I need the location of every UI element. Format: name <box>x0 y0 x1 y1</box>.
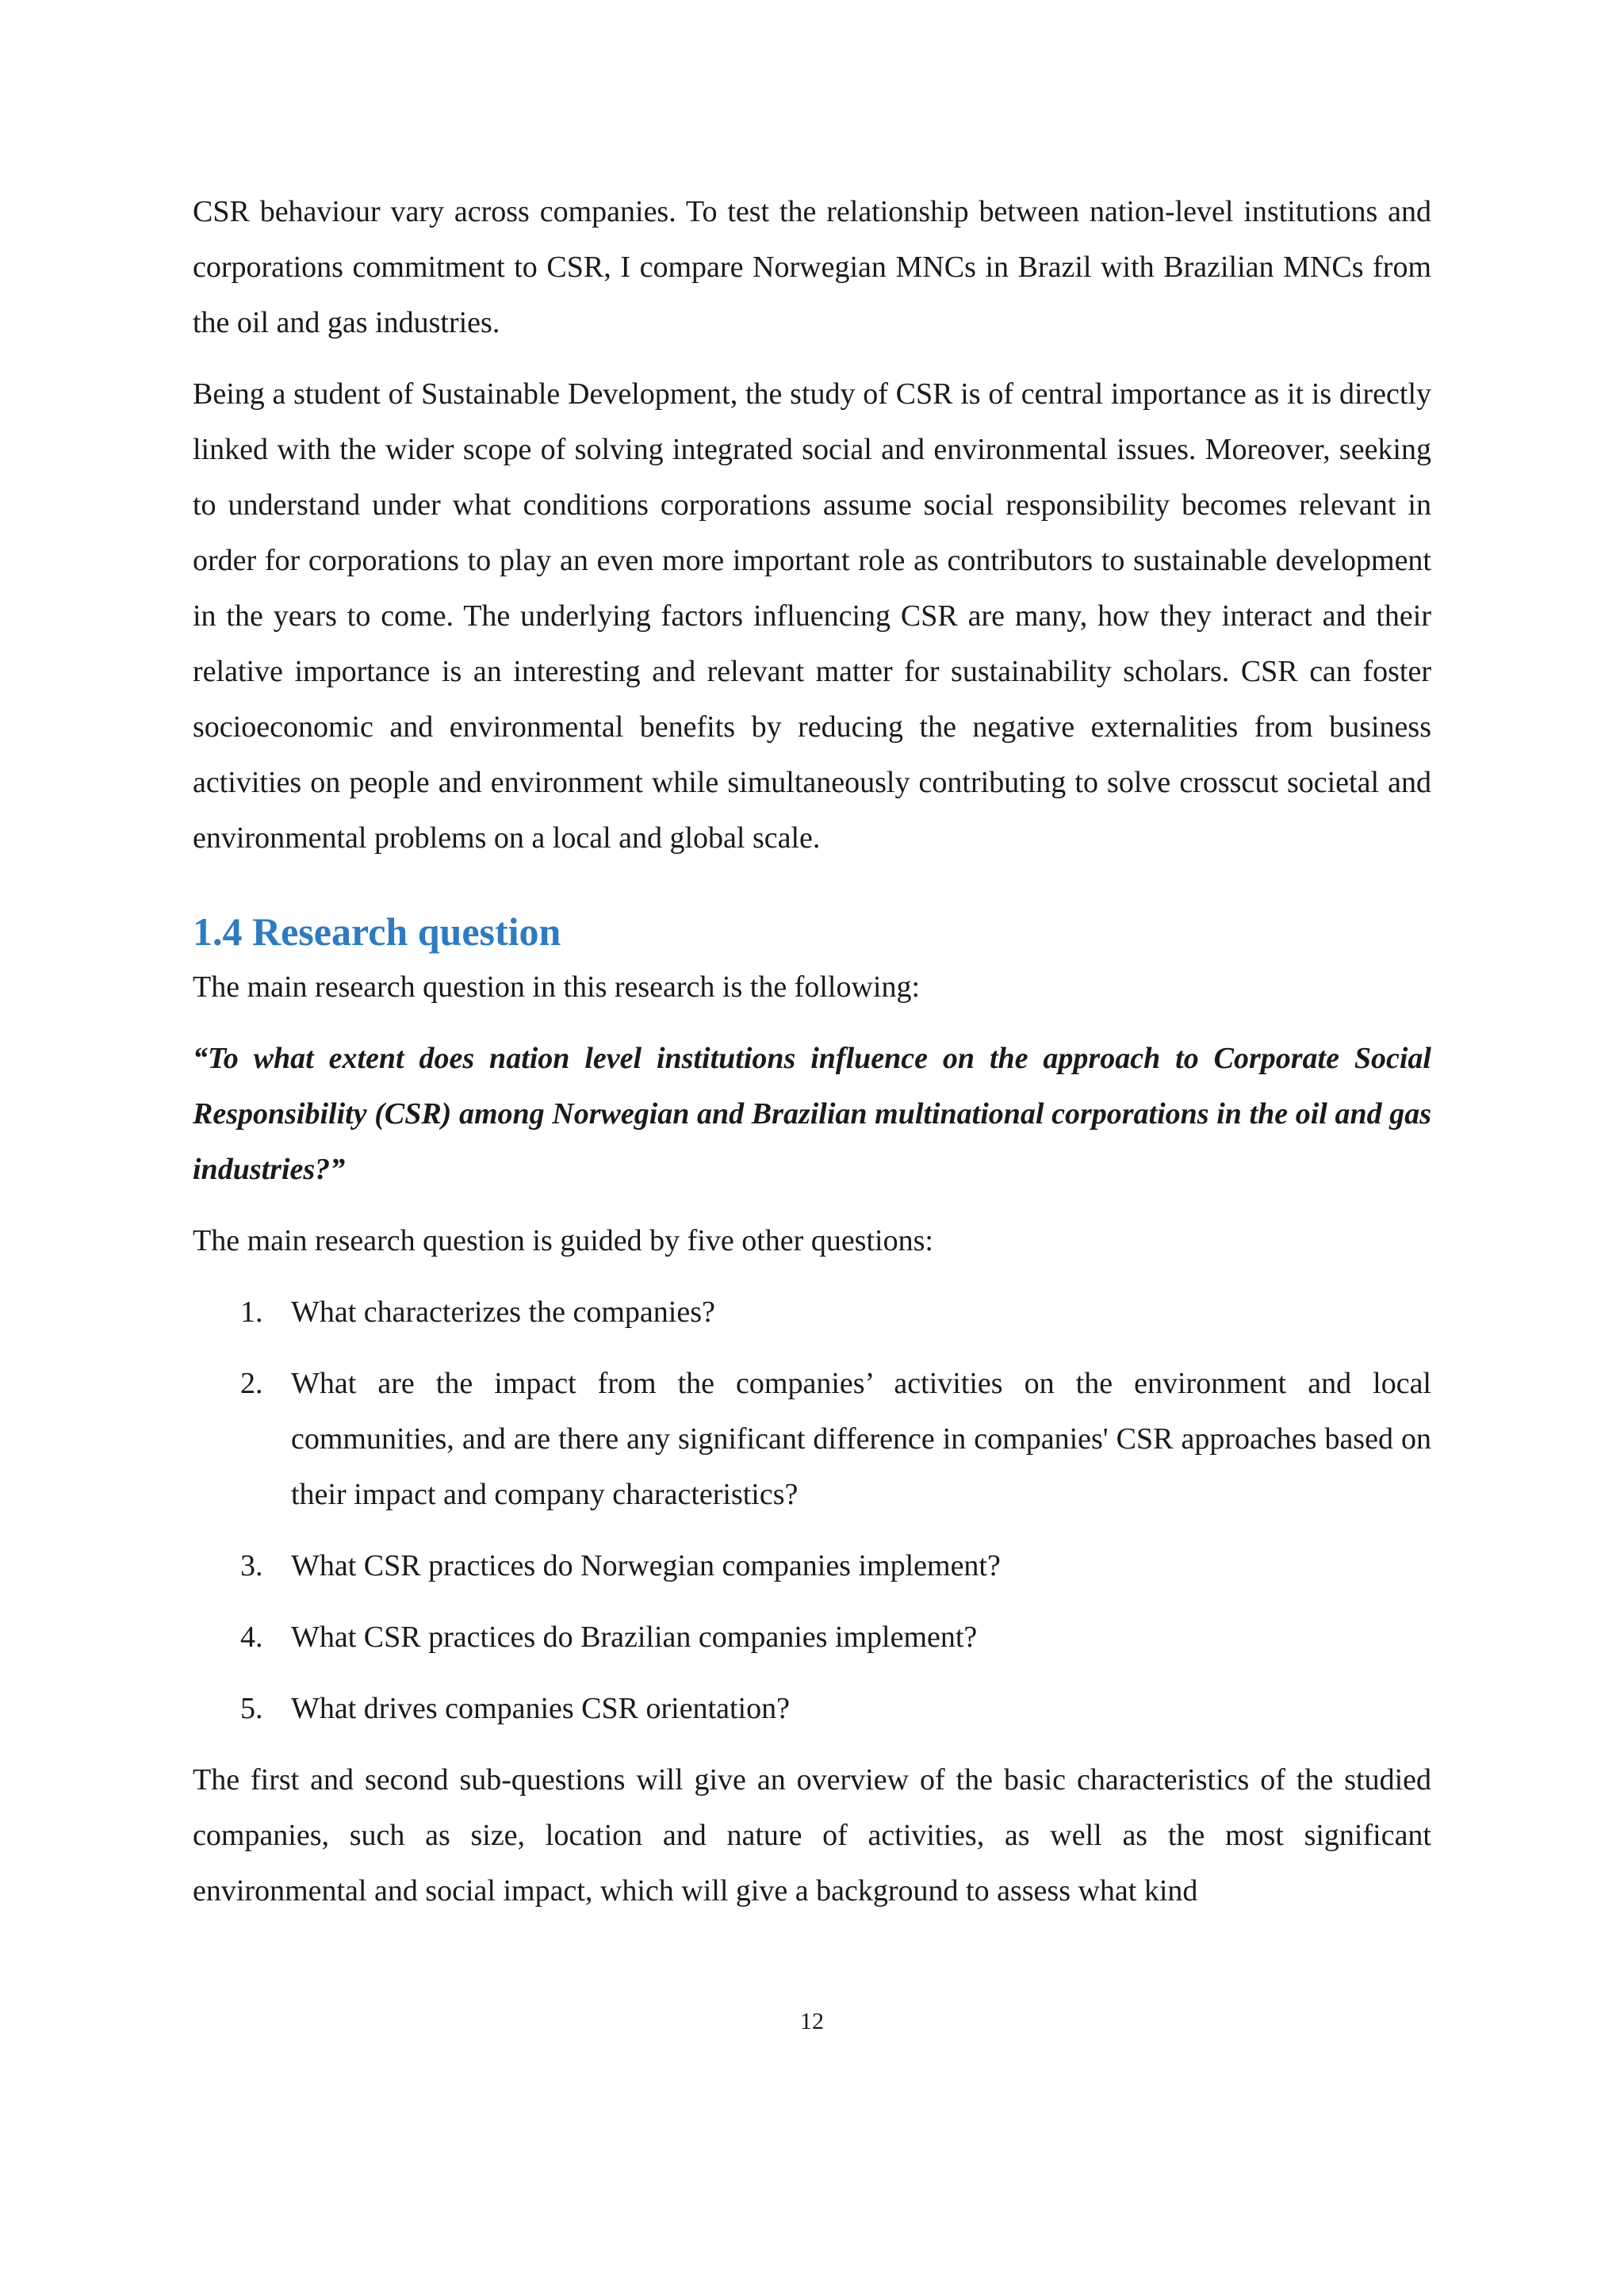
list-item-text: What drives companies CSR orientation? <box>291 1692 790 1725</box>
list-item-number: 1. <box>240 1295 263 1329</box>
main-research-question: “To what extent does nation level institutions influence on the approach to Corporate Social Responsibility (CSR) among Norwegian and Brazilian multinational corporations in the oil and gas industries?” <box>193 1042 1431 1186</box>
section-intro: The main research question in this research is the following: <box>193 970 921 1004</box>
body-paragraph-1: CSR behaviour vary across companies. To test the relationship between nation-level institutions and corporations commitment to CSR, I compare Norwegian MNCs in Brazil with Brazilian MNCs from the oil and gas industries. <box>193 195 1431 339</box>
list-item-number: 3. <box>240 1549 263 1582</box>
list-item <box>193 1538 1431 1594</box>
list-item <box>193 1356 1431 1522</box>
list-item <box>193 1284 1431 1340</box>
list-item <box>193 1609 1431 1665</box>
section-heading: 1.4 Research question <box>193 909 561 954</box>
list-item-number: 4. <box>240 1621 263 1654</box>
list-item-number: 5. <box>240 1692 263 1725</box>
guided-by-text: The main research question is guided by five other questions: <box>193 1224 933 1257</box>
list-item-text: What are the impact from the companies’ activities on the environment and local communities, and are there any significant difference in companies' CSR approaches based on their impact and company characteristics? <box>291 1367 1431 1511</box>
closing-paragraph: The first and second sub-questions will give an overview of the basic characteristics of the studied companies, such as size, location and nature of activities, as well as the most significant environmental and social impact, which will give a background to assess what kind <box>193 1763 1431 1908</box>
page-number: 12 <box>800 2008 824 2034</box>
list-item-text: What CSR practices do Brazilian companies implement? <box>291 1621 978 1654</box>
list-item-number: 2. <box>240 1367 263 1400</box>
list-item-text: What CSR practices do Norwegian companies implement? <box>291 1549 1001 1582</box>
list-item-text: What characterizes the companies? <box>291 1295 715 1329</box>
body-paragraph-2: Being a student of Sustainable Development, the study of CSR is of central importance as it is directly linked with the wider scope of solving integrated social and environmental issues. Moreover, seeking to understand under what conditions corporations assume social responsibility becomes relevant in order for corporations to play an even more important role as contributors to sustainable development in the years to come. The underlying factors influencing CSR are many, how they interact and their relative importance is an interesting and relevant matter for sustainability scholars. CSR can foster socioeconomic and environmental benefits by reducing the negative externalities from business activities on people and environment while simultaneously contributing to solve crosscut societal and environmental problems on a local and global scale. <box>193 377 1431 855</box>
list-item <box>193 1681 1431 1736</box>
sub-question-list <box>193 1284 1431 1736</box>
page-content <box>193 184 1431 1919</box>
